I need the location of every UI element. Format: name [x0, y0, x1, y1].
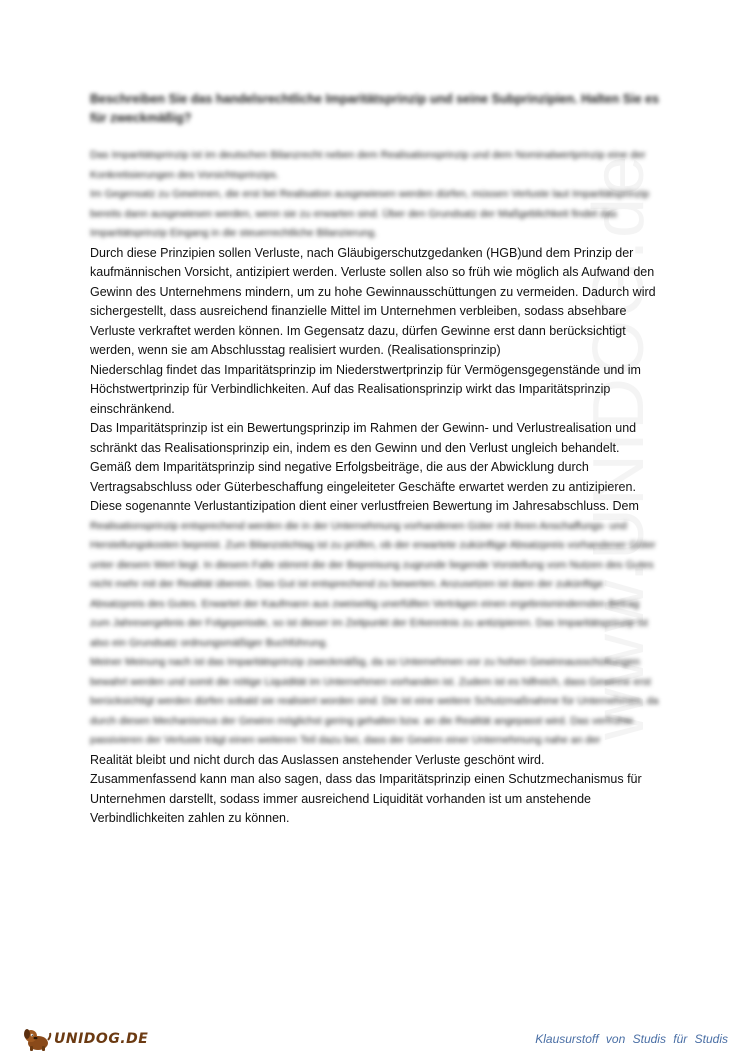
body-paragraph: Gemäß dem Imparitätsprinzip sind negative Erfolgsbeiträge, die aus der Abwicklung durch Vertragsabschluss oder Güterbeschaffung eingeleiteter Geschäfte erwartet werden zu antizipieren.: [90, 460, 636, 494]
question-heading: Beschreiben Sie das handelsrechtliche Imparitätsprinzip und seine Subprinzipien. Halten Sie es für zweckmäßig?: [90, 92, 659, 125]
logo-text: UNIDOG.DE: [54, 1031, 149, 1047]
body-paragraph: Diese sogenannte Verlustantizipation dient einer verlustfreien Bewertung im Jahresabschluss. Dem: [90, 499, 639, 513]
blurred-intro-paragraph: Das Imparitätsprinzip ist im deutschen Bilanzrecht neben dem Realisationsprinzip und dem Nominalwertprinzip eine der Konkretisierungen des Vorsichtsprinzips.: [90, 149, 646, 181]
footer-tagline: Klausurstoff von Studis für Studis: [535, 1032, 728, 1046]
body-paragraph: Das Imparitätsprinzip ist ein Bewertungsprinzip im Rahmen der Gewinn- und Verlustrealisation und schränkt das Realisationsprinzip ein, indem es den Gewinn und den Verlust ungleich behandelt.: [90, 421, 637, 455]
unidog-logo[interactable]: [22, 1026, 148, 1052]
blurred-middle-paragraph: Realisationsprinzip entsprechend werden die in der Unternehmung vorhandenen Güter mit ihren Anschaffungs- und Herstellungskosten bepreist. Zum Bilanzstichtag ist zu prüfen, ob der erwartete zukünftige Absatzpreis vorhandener Güter unter diesem Wert liegt. In diesem Falle stimmt die der Bepreisung zugrunde liegende Vorstellung vom Nutzen des Gutes nicht mehr mit der Realität überein. Das Gut ist entsprechend zu bewerten. Anzusetzen ist dann der zukünftige Absatzpreis des Gutes. Erwartet der Kaufmann aus zweiseitig unerfüllten Verträgen einen ergebnismindernden Betrag zum Jahresergebnis der Folgeperiode, so ist dieser im Zeitpunkt der Erkenntnis zu antizipieren. Das Imparitätsprinzip ist also ein Grundsatz ordnungsmäßiger Buchführung.: [90, 519, 656, 649]
body-paragraph: Realität bleibt und nicht durch das Auslassen anstehender Verluste geschönt wird.: [90, 752, 545, 767]
body-paragraph: Niederschlag findet das Imparitätsprinzip im Niederstwertprinzip für Vermögensgegenstände und im Höchstwertprinzip für Verbindlichkeiten. Auf das Realisationsprinzip wirkt das Imparitätsprinzip einschränkend.: [90, 362, 641, 416]
blurred-middle-paragraph: Meiner Meinung nach ist das Imparitätsprinzip zweckmäßig, da so Unternehmen vor zu hohen Gewinnausschüttungen bewahrt werden und somit die nötige Liquidität im Unternehmen vorhanden ist. Zudem ist es hilfreich, dass Gewinne erst berücksichtigt werden dürfen sobald sie realisiert worden sind. Die ist eine weitere Schutzmaßnahme für Unternehmen, da durch diesen Mechanismus der Gewinn möglichst gering gehalten bzw. an die Realität angepasst wird. Das verfrühte passivieren der Verluste trägt einen weiteren Teil dazu bei, dass der Gewinn einer Unternehmung nahe an der: [90, 656, 659, 746]
page-footer: [0, 1018, 750, 1059]
body-paragraph: Durch diese Prinzipien sollen Verluste, nach Gläubigerschutzgedanken (HGB)und dem Prinzip der kaufmännischen Vorsicht, antizipiert werden. Verluste sollen also so früh wie möglich als Aufwand den Gewinn des Unternehmens mindern, um zu hohe Gewinnausschüttungen zu vermeiden. Dadurch wird sichergestellt, dass ausreichend finanzielle Mittel im Unternehmen verbleiben, sodass absehbare Verluste verkraftet werden können. Im Gegensatz dazu, dürfen Gewinne erst dann berücksichtigt werden, wenn sie am Abschlusstag realisiert wurden. (Realisationsprinzip): [90, 245, 656, 357]
dog-mascot-icon: [22, 1026, 52, 1052]
document-content: [90, 90, 660, 829]
body-paragraph: Zusammenfassend kann man also sagen, dass das Imparitätsprinzip einen Schutzmechanismus für Unternehmen darstellt, sodass immer ausreichend Liquidität vorhanden ist um anstehende Verbindlichkeiten zahlen zu können.: [90, 772, 642, 825]
blurred-intro-paragraph: Im Gegensatz zu Gewinnen, die erst bei Realisation ausgewiesen werden dürfen, müssen Verluste laut Imparitätsprinzip bereits dann ausgewiesen werden, wenn sie zu erwarten sind. Über den Grundsatz der Maßgeblichkeit findet das Imparitätsprinzip Eingang in die steuerrechtliche Bilanzierung.: [90, 188, 650, 239]
